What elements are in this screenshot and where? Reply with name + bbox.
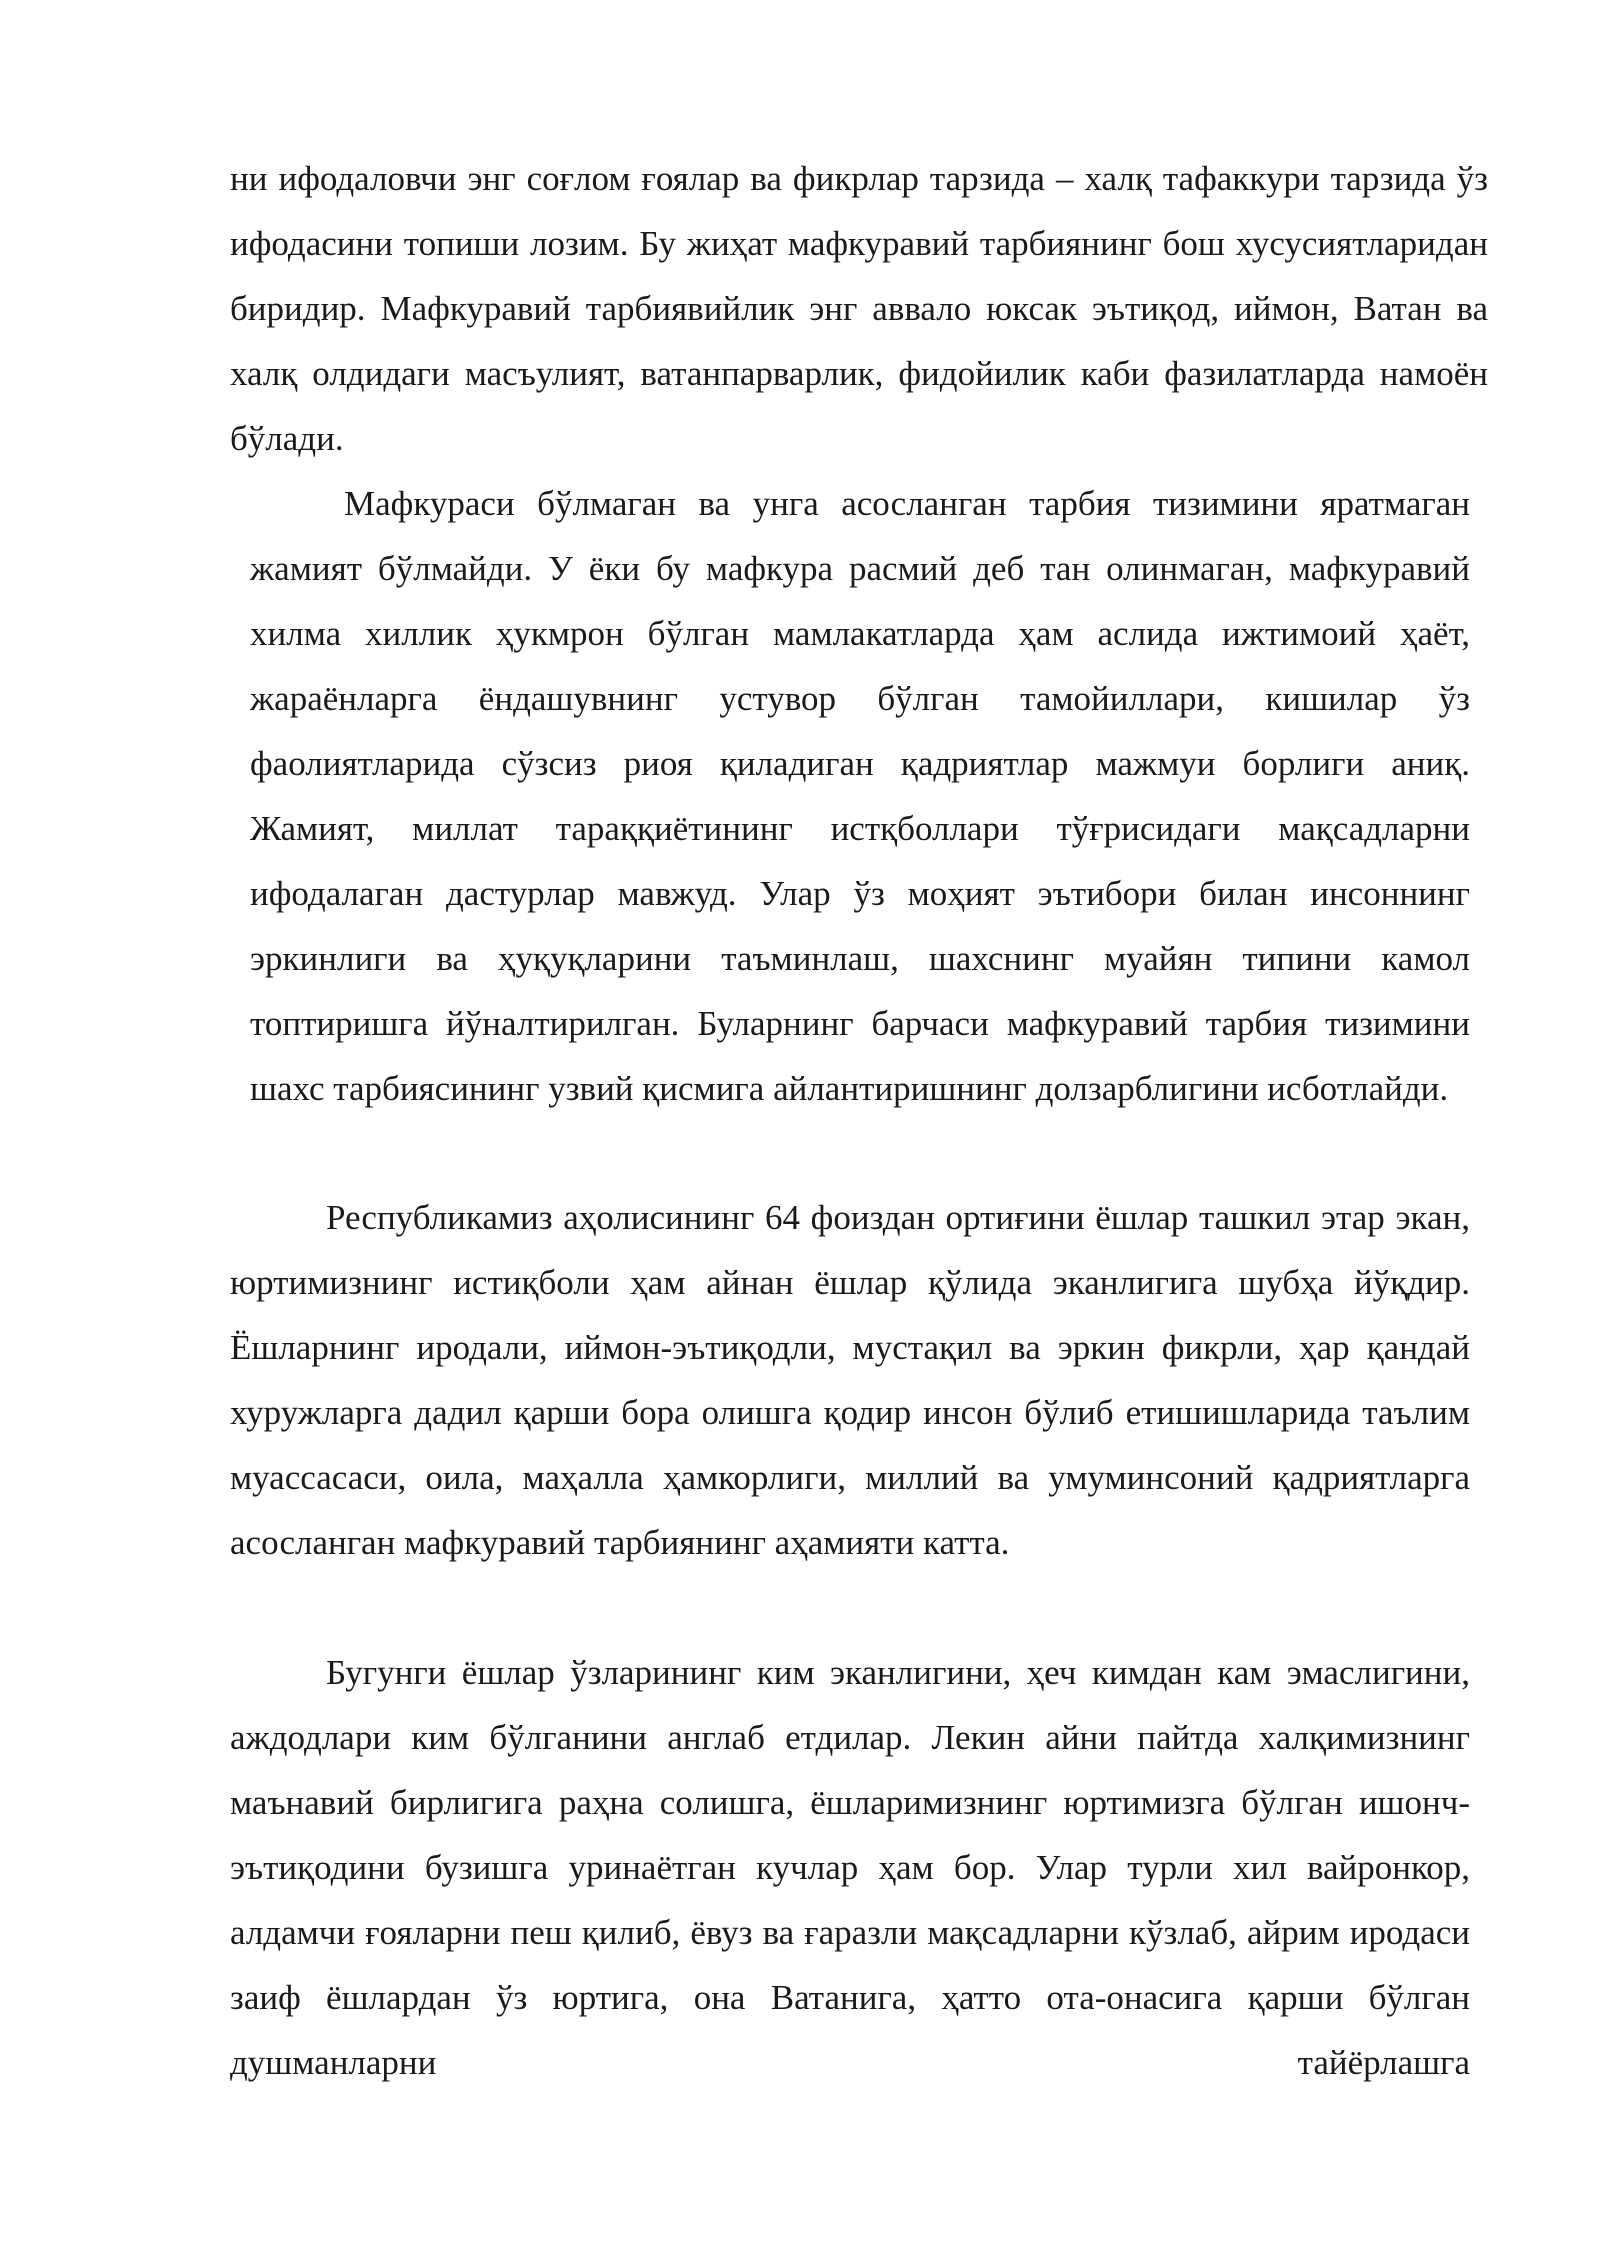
paragraph-4: Бугунги ёшлар ўзларининг ким эканлигини, ҳеч кимдан кам эмаслигини, аждодлари ким бўлганини англаб етдилар. Лекин айни пайтда халқимизнинг маънавий бирлигига раҳна солишга, ёшларимизнинг юртимизга бўлган ишонч-эътиқодини бузишга уринаётган кучлар ҳам бор. Улар турли хил вайронкор, алдамчи ғояларни пеш қилиб, ёвуз ва ғаразли мақсадларни кўзлаб, айрим иродаси заиф ёшлардан ўз юртига, она Ватанига, ҳатто ота-онасига қарши бўлган душманларни тайёрлашга xyxy=(230,1653,1470,2082)
paragraph-2: Мафкураси бўлмаган ва унга асосланган тарбия тизимини яратмаган жамият бўлмайди. У ёки бу мафкура расмий деб тан олинмаган, мафкуравий хилма хиллик ҳукмрон бўлган мамлакатларда ҳам аслида ижтимоий ҳаёт, жараёнларга ёндашувнинг устувор бўлган тамойиллари, кишилар ўз фаолиятларида сўзсиз риоя қиладиган қадриятлар мажмуи борлиги аниқ. Жамият, миллат тараққиётининг истқболлари тўғрисидаги мақсадларни ифодалаган дастурлар мавжуд. Улар ўз моҳият эътибори билан инсоннинг эркинлиги ва ҳуқуқларини таъминлаш, шахснинг муайян типини камол топтиришга йўналтирилган. Буларнинг барчаси мафкуравий тарбия тизимини шахс тарбиясининг узвий қисмига айлантиришнинг долзарблигини исботлайди. xyxy=(250,484,1470,1108)
paragraph-1: ни ифодаловчи энг соғлом ғоялар ва фикрлар тарзида – халқ тафаккури тарзида ўз ифодасини топиши лозим. Бу жиҳат мафкуравий тарбиянинг бош хусусиятларидан биридир. Мафкуравий тарбиявийлик энг аввало юксак эътиқод, иймон, Ватан ва халқ олдидаги масъулият, ватанпарварлик, фидойилик каби фазилатларда намоён бўлади. xyxy=(230,159,1488,458)
paragraph-3: Республикамиз аҳолисининг 64 фоиздан ортиғини ёшлар ташкил этар экан, юртимизнинг истиқболи ҳам айнан ёшлар қўлида эканлигига шубҳа йўқдир. Ёшларнинг иродали, иймон-эътиқодли, мустақил ва эркин фикрли, ҳар қандай хуружларга дадил қарши бора олишга қодир инсон бўлиб етишишларида таълим муассасаси, оила, маҳалла ҳамкорлиги, миллий ва умуминсоний қадриятларга асосланган мафкуравий тарбиянинг аҳамияти катта. xyxy=(230,1198,1470,1562)
